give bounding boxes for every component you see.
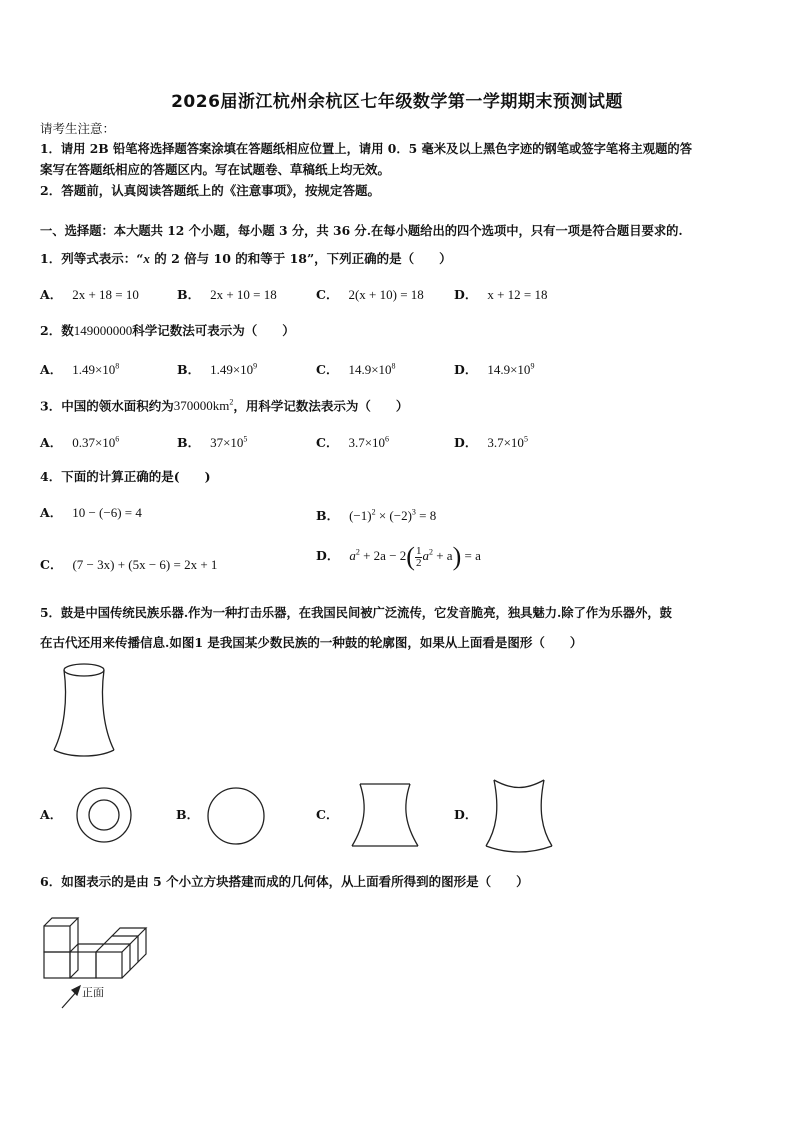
q2-option-b: B． $1.49\times 10^9$: [177, 362, 258, 378]
q5-option-c-figure: [350, 780, 420, 850]
q3-option-c: C． $3.7\times 10^6$: [316, 435, 390, 451]
q5-option-c-label: C．: [316, 807, 339, 822]
q4-option-d: D． $a^2 + 2a - 2$( $\frac{1}{2}$ $a^2 + a) = a$: [316, 542, 481, 572]
drum-figure: [50, 660, 120, 760]
page-title: 2026届浙江杭州余杭区七年级数学第一学期期末预测试题: [171, 92, 623, 112]
question-5-line-2: 在古代还用来传播信息.如图1 是我国某少数民族的一种鼓的轮廓图，如果从上面看是图形（ ）: [40, 635, 583, 650]
q3-option-d: D． $3.7\times 10^5$: [454, 435, 528, 451]
front-label: 正面: [82, 986, 104, 999]
question-3-stem: 3．中国的领水面积约为$370000km^2$，用科学记数法表示为（ ）: [40, 398, 409, 414]
q3-option-b: B． $37\times 10^5$: [177, 435, 248, 451]
q5-option-d-figure: [484, 776, 554, 854]
question-2-stem: 2．数149000000科学记数法可表示为（ ）: [40, 323, 295, 338]
q4-option-b: B． $(-1)^2 \times (-2)^3 = 8$: [316, 508, 437, 524]
q5-option-b-figure: [205, 786, 267, 846]
notice-line-1: 1．请用 2B 铅笔将选择题答案涂填在答题纸相应位置上，请用 0．5 毫米及以上黑色字迹的钢笔或签字笔将主观题的答: [40, 141, 692, 156]
q2-option-c: C． $14.9\times 10^8$: [316, 362, 396, 378]
q4-option-a: A． 10 − (−6) = 4: [40, 505, 142, 520]
q5-option-a-figure: [72, 786, 136, 844]
q2-option-a: A． $1.49\times 10^8$: [40, 362, 120, 378]
q3-option-a: A． $0.37\times 10^6$: [40, 435, 120, 451]
q5-option-b-label: B．: [176, 807, 200, 822]
q5-option-d-label: D．: [454, 807, 478, 822]
q2-option-d: D． $14.9\times 10^9$: [454, 362, 535, 378]
q1-option-d: D． x + 12 = 18: [454, 287, 548, 302]
question-1-stem: 1．列等式表示：“x 的 2 倍与 10 的和等于 18”，下列正确的是（ ）: [40, 251, 452, 266]
q1-option-c: C． 2(x + 10) = 18: [316, 287, 424, 302]
question-4-stem: 4．下面的计算正确的是( ): [40, 469, 211, 484]
q4-option-c: C． (7 − 3x) + (5x − 6) = 2x + 1: [40, 557, 218, 572]
question-6-stem: 6．如图表示的是由 5 个小立方块搭建而成的几何体，从上面看所得到的图形是（ ）: [40, 874, 529, 889]
notice-line-2: 案写在答题纸相应的答题区内。写在试题卷、草稿纸上均无效。: [40, 162, 391, 177]
q1-option-b: B． 2x + 10 = 18: [177, 287, 277, 302]
notice-heading: 请考生注意：: [40, 121, 116, 136]
q5-option-a-label: A．: [40, 807, 63, 822]
q1-option-a: A． 2x + 18 = 10: [40, 287, 139, 302]
section-heading: 一、选择题：本大题共 12 个小题，每小题 3 分，共 36 分.在每小题给出的四个选项中，只有一项是符合题目要求的.: [40, 223, 683, 238]
question-5-line-1: 5．鼓是中国传统民族乐器.作为一种打击乐器，在我国民间被广泛流传，它发音脆亮，独具魅力.除了作为乐器外，鼓: [40, 605, 672, 620]
notice-line-3: 2．答题前，认真阅读答题纸上的《注意事项》，按规定答题。: [40, 183, 380, 198]
